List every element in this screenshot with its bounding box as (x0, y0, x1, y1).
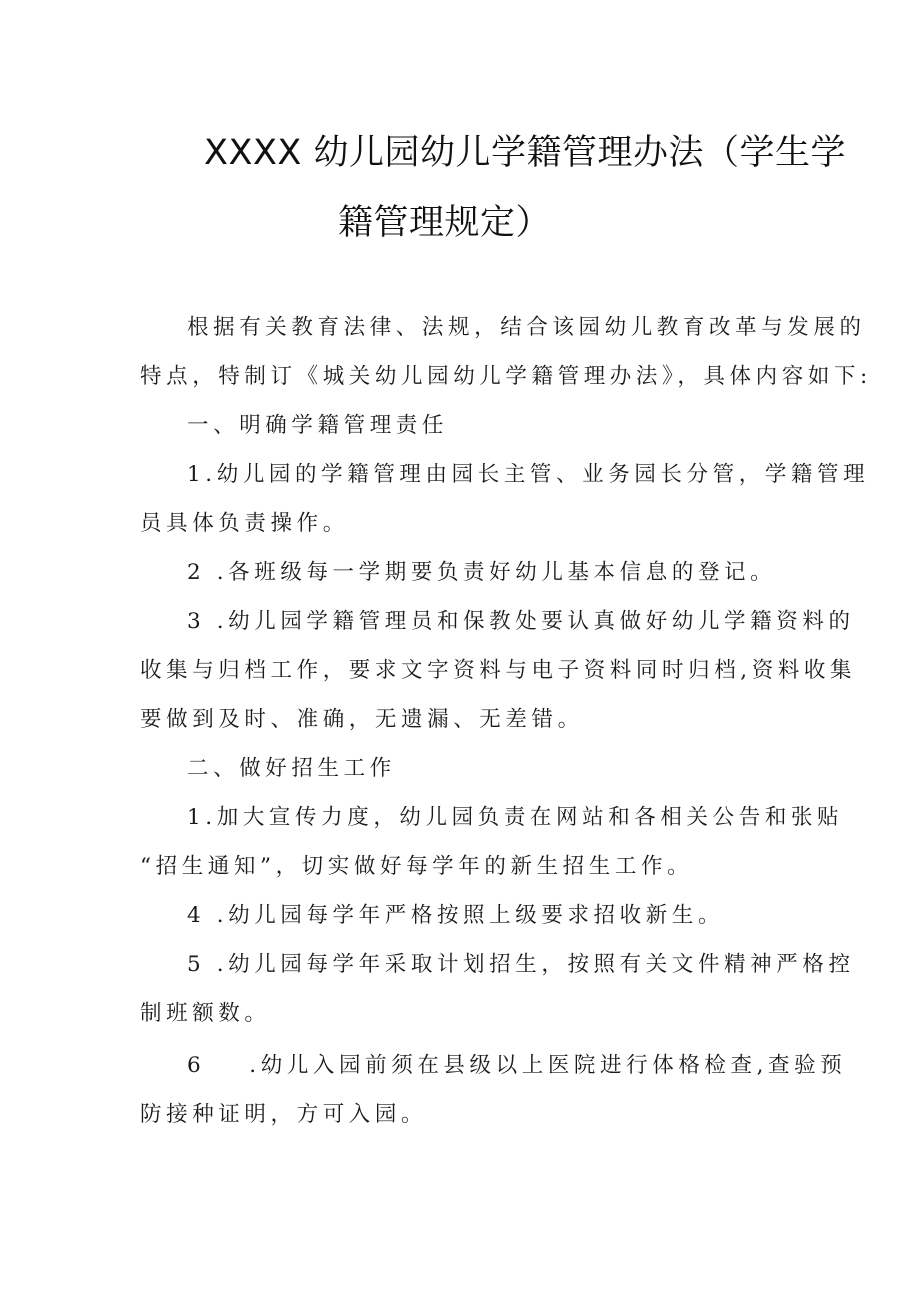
document-title-line-1: XXXX 幼儿园幼儿学籍管理办法（学生学 (204, 133, 847, 173)
item-text: .幼儿入园前须在县级以上医院进行体格检查,查验预 (249, 1053, 847, 1078)
document-title-line-2: 籍管理规定） (338, 203, 552, 243)
section-heading: 二、做好招生工作 (187, 756, 396, 781)
paragraph-line: 要做到及时、准确，无遗漏、无差错。 (140, 707, 584, 732)
paragraph-line: 根据有关教育法律、法规，结合该园幼儿教育改革与发展的 (187, 315, 866, 340)
paragraph-line: 制班额数。 (140, 1001, 271, 1026)
paragraph-line: 防接种证明，方可入园。 (140, 1102, 428, 1127)
paragraph-line: 1.幼儿园的学籍管理由园长主管、业务园长分管，学籍管理 (187, 462, 870, 487)
paragraph-line: 1.加大宣传力度，幼儿园负责在网站和各相关公告和张贴 (187, 805, 844, 830)
paragraph-line (187, 1051, 846, 1081)
paragraph-line: “招生通知”，切实做好每学年的新生招生工作。 (140, 854, 694, 879)
item-number: 6 (187, 1053, 206, 1078)
paragraph-line: 2 .各班级每一学期要负责好幼儿基本信息的登记。 (187, 560, 777, 585)
paragraph-line: 3 .幼儿园学籍管理员和保教处要认真做好幼儿学籍资料的 (187, 609, 855, 634)
section-heading: 一、明确学籍管理责任 (187, 413, 449, 438)
paragraph-line: 4 .幼儿园每学年严格按照上级要求招收新生。 (187, 903, 725, 928)
paragraph-line: 收集与归档工作，要求文字资料与电子资料同时归档,资料收集 (140, 658, 857, 683)
paragraph-line: 5 .幼儿园每学年采取计划招生，按照有关文件精神严格控 (187, 952, 855, 977)
paragraph-line: 员具体负责操作。 (140, 511, 349, 536)
paragraph-line: 特点，特制订《城关幼儿园幼儿学籍管理办法》，具体内容如下: (140, 364, 872, 389)
